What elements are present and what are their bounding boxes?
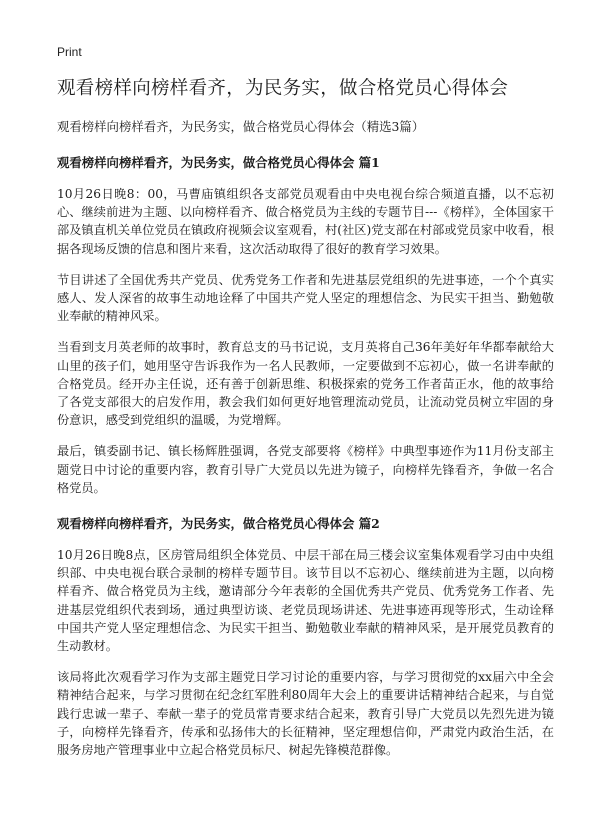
- section-heading-1: 观看榜样向榜样看齐，为民务实，做合格党员心得体会 篇1: [57, 155, 380, 170]
- section-1-paragraph-1: 10月26日晚8：00，马曹庙镇组织各支部党员观看由中央电视台综合频道直播，以不忘初心、继续前进为主题、以向榜样看齐、做合格党员为主线的专题节目---《榜样》，全体国家干部及镇直机关单位党员在镇政府视频会议室观看，村(社区)党支部在村部或党员家中收看，根据各现场反馈的信息和图片来看，这次活动取得了很好的教育学习效果。: [57, 187, 555, 256]
- section-1-paragraph-2: 节目讲述了全国优秀共产党员、优秀党务工作者和先进基层党组织的先进事迹，一个个真实感人、发人深省的故事生动地诠释了中国共产党人坚定的理想信念、为民实干担当、勤勉敬业奉献的精神风采。: [57, 272, 554, 324]
- document-subtitle: 观看榜样向榜样看齐，为民务实，做合格党员心得体会（精选3篇）: [57, 119, 425, 134]
- print-link[interactable]: Print: [57, 45, 82, 59]
- section-1-paragraph-3: 当看到支月英老师的故事时，教育总支的马书记说，支月英将自己36年美好年华都奉献给大山里的孩子们，她用坚守告诉我作为一名人民教师，一定要做到不忘初心，做一名讲奉献的合格党员。经开办主任说，还有善于创新思维、积极探索的党务工作者苗正水，他的故事给了各党支部很大的启发作用，教会我们如何更好地管理流动党员，让流动党员树立牢固的身份意识，感受到党组织的温暖，为党增辉。: [57, 340, 554, 428]
- section-2-paragraph-2: 该局将此次观看学习作为支部主题党日学习讨论的重要内容，与学习贯彻党的xx届六中全会精神结合起来，与学习贯彻在纪念红军胜利80周年大会上的重要讲话精神结合起来，与自觉践行忠诚一辈子、奉献一辈子的党员常青要求结合起来，教育引导广大党员以先烈先进为镜子，向榜样先锋看齐，传承和弘扬伟大的长征精神，坚定理想信仰，严肃党内政治生活，在服务房地产管理事业中立起合格党员标尺、树起先锋模范群像。: [57, 670, 554, 758]
- section-1-paragraph-4: 最后，镇委副书记、镇长杨辉胜强调，各党支部要将《榜样》中典型事迹作为11月份支部主题党日中讨论的重要内容，教育引导广大党员以先进为镜子，向榜样先锋看齐，争做一名合格党员。: [57, 444, 554, 495]
- document-title: 观看榜样向榜样看齐，为民务实，做合格党员心得体会: [57, 78, 509, 99]
- section-heading-2: 观看榜样向榜样看齐，为民务实，做合格党员心得体会 篇2: [57, 516, 380, 532]
- section-2-paragraph-1: 10月26日晚8点，区房管局组织全体党员、中层干部在局三楼会议室集体观看学习由中央组织部、中央电视台联合录制的榜样专题节目。该节目以不忘初心、继续前进为主题，以向榜样看齐、做合格党员为主线，邀请部分今年表彰的全国优秀共产党员、优秀党务工作者、先进基层党组织代表到场，通过典型访谈、老党员现场讲述、先进事迹再现等形式，生动诠释中国共产党人坚定理想信念、为民实干担当、勤勉敬业奉献的精神风采，是开展党员教育的生动教材。: [57, 548, 554, 654]
